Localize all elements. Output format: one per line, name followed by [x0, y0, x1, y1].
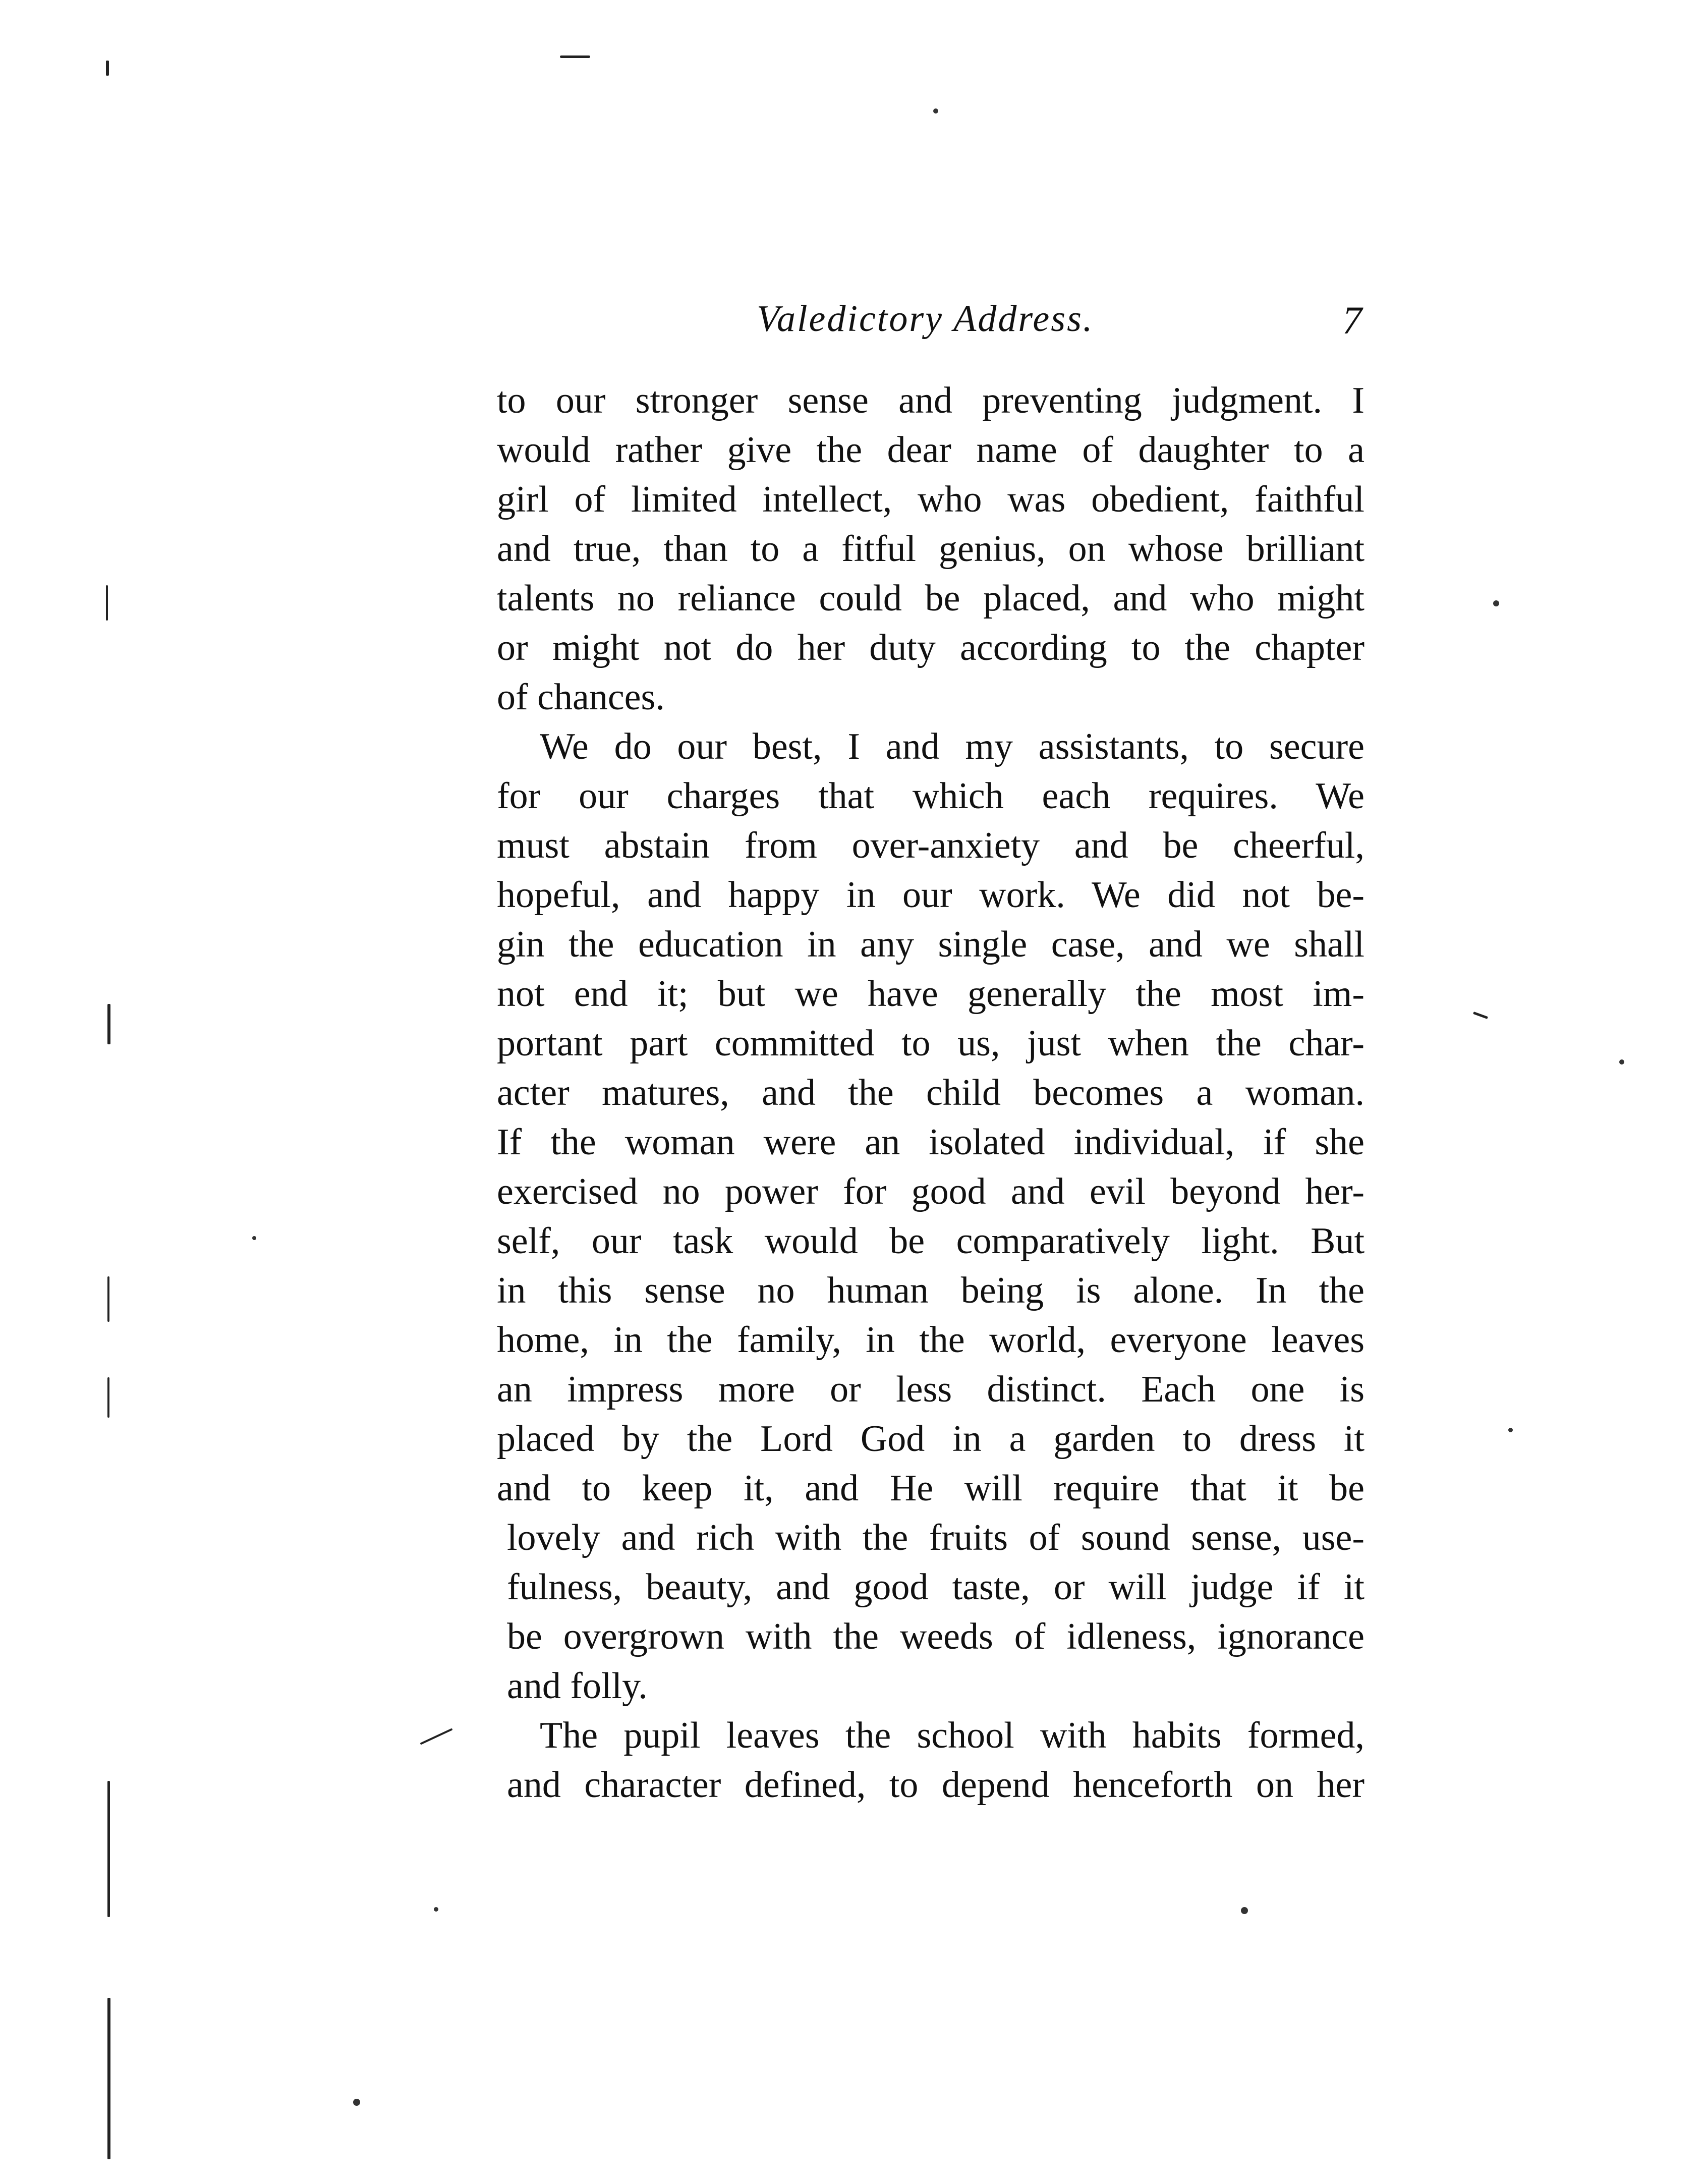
text-line: If the woman were an isolated individual, if she	[497, 1122, 1364, 1163]
text-line: or might not do her duty according to the chapter	[497, 627, 1364, 668]
text-line: must abstain from over-anxiety and be cheerful,	[497, 825, 1364, 866]
text-line: and character defined, to depend henceforth on her	[507, 1764, 1364, 1806]
running-title: Valedictory Address.	[757, 298, 1094, 340]
body-text	[497, 376, 1364, 1810]
scan-artifact-mark	[1473, 1012, 1488, 1019]
text-line: self, our task would be comparatively light. But	[497, 1220, 1364, 1262]
text-line: acter matures, and the child becomes a woman.	[497, 1072, 1364, 1113]
text-line: and to keep it, and He will require that it be	[497, 1468, 1364, 1509]
text-line: placed by the Lord God in a garden to dress it	[497, 1418, 1364, 1460]
text-line: in this sense no human being is alone. In the	[497, 1270, 1364, 1311]
text-line: exercised no power for good and evil beyond her-	[497, 1171, 1364, 1212]
scan-artifact-mark	[420, 1728, 452, 1745]
scan-artifact-speck	[1508, 1428, 1513, 1432]
scan-artifact-mark	[107, 1004, 110, 1044]
scan-artifact-speck	[434, 1907, 438, 1912]
scan-artifact-mark	[107, 1276, 109, 1322]
running-head	[494, 298, 1362, 353]
text-line: We do our best, I and my assistants, to secure	[540, 726, 1364, 767]
scan-artifact-mark	[107, 1998, 110, 2159]
scan-artifact-speck	[1493, 600, 1499, 606]
text-line: girl of limited intellect, who was obedient, faithful	[497, 479, 1364, 520]
scan-artifact-mark	[106, 585, 108, 621]
scan-artifact-mark	[107, 1781, 110, 1917]
text-line: talents no reliance could be placed, and who might	[497, 578, 1364, 619]
text-line: home, in the family, in the world, everyone leaves	[497, 1319, 1364, 1361]
text-line: not end it; but we have generally the most im-	[497, 973, 1364, 1015]
scan-artifact-mark	[107, 1377, 109, 1418]
page-number: 7	[1342, 298, 1362, 342]
scan-artifact-speck	[933, 108, 938, 114]
text-line: an impress more or less distinct. Each one is	[497, 1369, 1364, 1410]
text-line: lovely and rich with the fruits of sound sense, use-	[507, 1517, 1364, 1558]
text-line: fulness, beauty, and good taste, or will judge if it	[507, 1566, 1364, 1608]
scan-artifact-speck	[1619, 1059, 1624, 1065]
text-line: hopeful, and happy in our work. We did not be-	[497, 874, 1364, 916]
text-line: would rather give the dear name of daughter to a	[497, 429, 1364, 471]
text-line: of chances.	[497, 677, 665, 718]
scan-artifact-mark	[560, 55, 590, 58]
text-line: portant part committed to us, just when the char-	[497, 1023, 1364, 1064]
text-line: for our charges that which each requires. We	[497, 775, 1364, 817]
text-line: The pupil leaves the school with habits formed,	[540, 1715, 1364, 1756]
text-line: to our stronger sense and preventing judgment. I	[497, 380, 1364, 421]
text-line: and true, than to a fitful genius, on whose brilliant	[497, 528, 1364, 570]
scan-artifact-speck	[252, 1236, 256, 1240]
text-line: be overgrown with the weeds of idleness, ignorance	[507, 1616, 1364, 1657]
scan-artifact-mark	[106, 61, 109, 76]
text-line: and folly.	[507, 1665, 648, 1707]
scan-artifact-speck	[353, 2099, 360, 2106]
scan-artifact-speck	[1241, 1907, 1248, 1914]
text-line: gin the education in any single case, and we shall	[497, 924, 1364, 965]
